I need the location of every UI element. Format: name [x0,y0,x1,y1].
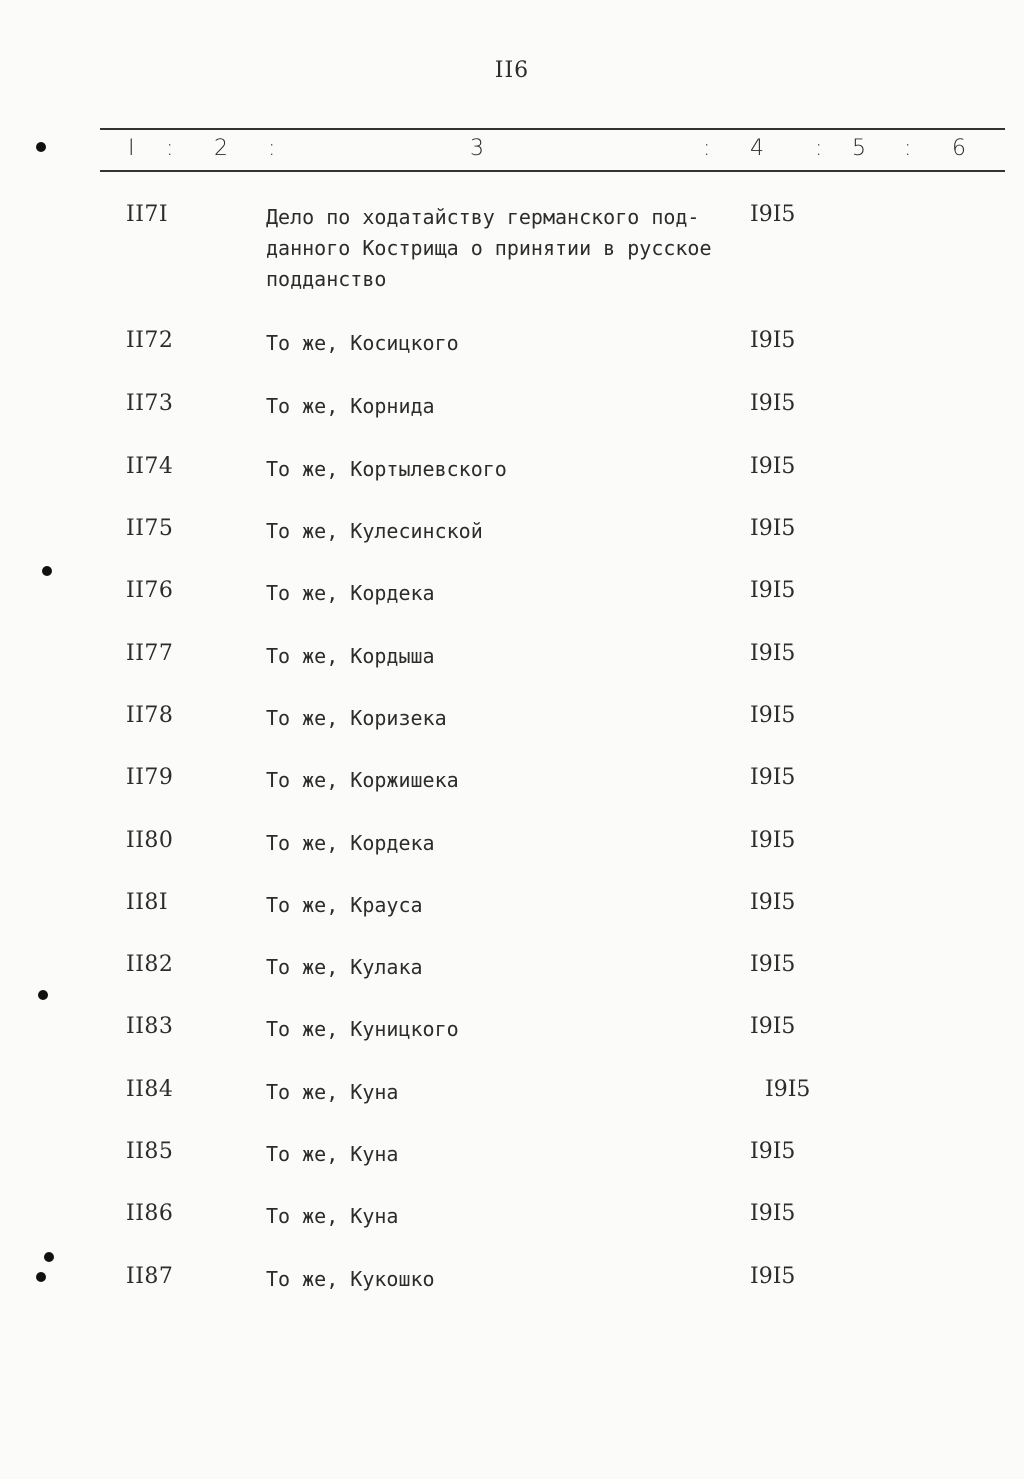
record-year: I9I5 [750,1139,796,1164]
record-description: То же, Кукошко [266,1267,435,1291]
record-description: То же, Куна [266,1142,399,1166]
header-separator: : [703,136,711,161]
record-number: II73 [126,391,174,416]
record-description: То же, Кортылевского [266,457,507,481]
record-year: I9I5 [750,516,796,541]
record-description: То же, Кулака [266,955,423,979]
binder-hole-mark [44,1252,54,1262]
record-number: II85 [126,1139,174,1164]
record-description: То же, Корнида [266,394,435,418]
record-year: I9I5 [750,578,796,603]
record-year: I9I5 [750,641,796,666]
record-number: II7I [126,202,169,227]
record-description: То же, Косицкого [266,331,459,355]
record-number: II75 [126,516,174,541]
record-number: II83 [126,1014,174,1039]
record-year: I9I5 [750,828,796,853]
record-year: I9I5 [750,1014,796,1039]
record-year: I9I5 [750,703,796,728]
binder-hole-mark [42,566,52,576]
record-description: То же, Куницкого [266,1017,459,1041]
header-bottom-rule [100,170,1005,172]
page-number: II6 [494,58,530,83]
record-description: То же, Коржишека [266,768,459,792]
record-number: II8I [126,890,169,915]
record-year: I9I5 [750,890,796,915]
header-separator: : [268,136,276,161]
header-col-2: 2 [214,136,228,161]
record-number: II80 [126,828,174,853]
record-description: То же, Куна [266,1080,399,1104]
header-separator: : [904,136,912,161]
record-number: II72 [126,328,174,353]
record-description: То же, Кордека [266,581,435,605]
record-number: II76 [126,578,174,603]
header-col-4: 4 [750,136,764,161]
header-col-6: 6 [952,136,966,161]
header-col-5: 5 [852,136,866,161]
header-top-rule [100,128,1005,130]
record-description: Дело по ходатайству германского под- данного Кострища о принятии в русское подданство [266,205,712,291]
record-description: То же, Кулесинской [266,519,483,543]
record-year: I9I5 [750,1201,796,1226]
record-year: I9I5 [750,765,796,790]
header-separator: : [166,136,174,161]
header-separator: : [815,136,823,161]
record-description: То же, Кордека [266,831,435,855]
record-year: I9I5 [750,454,796,479]
record-year: I9I5 [750,202,796,227]
binder-hole-mark [36,142,46,152]
record-description: То же, Куна [266,1204,399,1228]
record-year: I9I5 [750,952,796,977]
record-number: II78 [126,703,174,728]
record-number: II79 [126,765,174,790]
binder-hole-mark [38,990,48,1000]
record-description: То же, Крауса [266,893,423,917]
header-col-1: I [128,136,135,161]
record-number: II86 [126,1201,174,1226]
record-year: I9I5 [750,1264,796,1289]
record-year: I9I5 [750,328,796,353]
record-year: I9I5 [765,1077,811,1102]
record-description: То же, Кордыша [266,644,435,668]
record-number: II84 [126,1077,174,1102]
record-year: I9I5 [750,391,796,416]
record-number: II77 [126,641,174,666]
record-number: II82 [126,952,174,977]
binder-hole-mark [36,1272,46,1282]
record-number: II74 [126,454,174,479]
record-number: II87 [126,1264,174,1289]
header-col-3: 3 [470,136,484,161]
record-description: То же, Коризека [266,706,447,730]
